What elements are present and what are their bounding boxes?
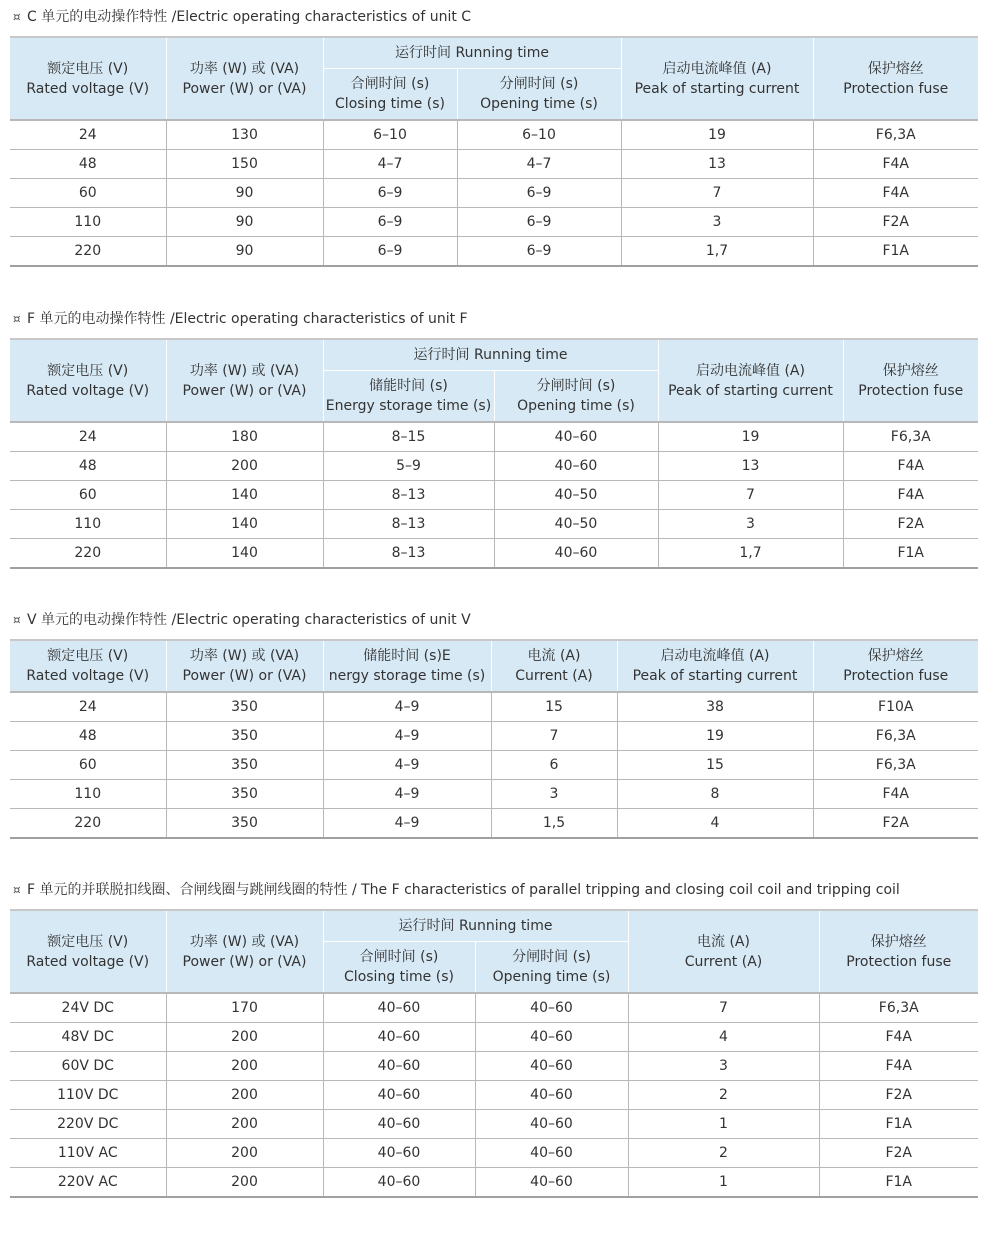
- table-row: [10, 780, 978, 809]
- table-row: [10, 1168, 978, 1198]
- table-cell: F1A: [843, 539, 978, 569]
- table-cell: 60: [10, 179, 166, 208]
- table-row: [10, 722, 978, 751]
- table-cell: 90: [166, 237, 323, 267]
- table-cell: 220: [10, 539, 166, 569]
- table-cell: 19: [617, 722, 813, 751]
- table-cell: 6–9: [323, 237, 457, 267]
- table-row: [10, 150, 978, 179]
- table-cell: 4–9: [323, 692, 491, 722]
- table-cell: 40–60: [475, 1110, 628, 1139]
- table-cell: F4A: [813, 780, 978, 809]
- table-cell: 220V DC: [10, 1110, 166, 1139]
- table-cell: 40–60: [494, 422, 658, 452]
- table-cell: 200: [166, 1081, 323, 1110]
- header-protection-fuse: 保护熔丝 Protection fuse: [843, 339, 978, 422]
- table-row: [10, 237, 978, 267]
- table-cell: F1A: [819, 1110, 978, 1139]
- table-cell: F6,3A: [819, 993, 978, 1023]
- header-protection-fuse: 保护熔丝 Protection fuse: [819, 910, 978, 993]
- section-unit-v: [10, 609, 978, 839]
- table-row: [10, 422, 978, 452]
- section-title: ¤ V 单元的电动操作特性 /Electric operating characteristics of unit V: [13, 609, 978, 631]
- table-cell: F6,3A: [813, 751, 978, 780]
- table-cell: F4A: [813, 179, 978, 208]
- table-cell: 4–9: [323, 751, 491, 780]
- table-cell: 40–60: [494, 452, 658, 481]
- header-peak-current: 启动电流峰值 (A) Peak of starting current: [621, 37, 813, 120]
- table-cell: 15: [617, 751, 813, 780]
- table-cell: 6–10: [457, 120, 621, 150]
- table-row: [10, 809, 978, 839]
- header-rated-voltage: 额定电压 (V) Rated voltage (V): [10, 640, 166, 692]
- header-rated-voltage: 额定电压 (V) Rated voltage (V): [10, 910, 166, 993]
- table-cell: 110: [10, 510, 166, 539]
- table-cell: 140: [166, 510, 323, 539]
- table-cell: 220: [10, 237, 166, 267]
- table-cell: F4A: [843, 452, 978, 481]
- table-cell: 4–9: [323, 722, 491, 751]
- table-cell: 40–60: [323, 1168, 475, 1198]
- table-row: [10, 452, 978, 481]
- table-cell: F2A: [813, 208, 978, 237]
- table-cell: 48: [10, 452, 166, 481]
- table-cell: 6–9: [457, 179, 621, 208]
- header-current: 电流 (A) Current (A): [491, 640, 617, 692]
- bullet-icon: ¤: [13, 613, 21, 627]
- header-running-time: 运行时间 Running time: [323, 339, 658, 370]
- unit-f-table: [10, 338, 978, 569]
- table-cell: 4: [617, 809, 813, 839]
- table-cell: F4A: [819, 1023, 978, 1052]
- table-cell: 7: [658, 481, 843, 510]
- table-row: [10, 1110, 978, 1139]
- table-cell: 4–9: [323, 780, 491, 809]
- table-cell: 1,5: [491, 809, 617, 839]
- table-cell: 60V DC: [10, 1052, 166, 1081]
- header-protection-fuse: 保护熔丝 Protection fuse: [813, 37, 978, 120]
- table-cell: 48: [10, 150, 166, 179]
- table-cell: 24: [10, 422, 166, 452]
- table-cell: 40–60: [475, 1139, 628, 1168]
- table-cell: 40–60: [475, 1052, 628, 1081]
- table-cell: F6,3A: [813, 722, 978, 751]
- table-row: [10, 481, 978, 510]
- header-peak-current: 启动电流峰值 (A) Peak of starting current: [658, 339, 843, 422]
- table-cell: 40–60: [323, 1081, 475, 1110]
- table-cell: 40–60: [494, 539, 658, 569]
- table-cell: 48V DC: [10, 1023, 166, 1052]
- unit-c-table: [10, 36, 978, 267]
- bullet-icon: ¤: [13, 312, 21, 326]
- table-row: [10, 539, 978, 569]
- header-opening-time: 分闸时间 (s) Opening time (s): [457, 68, 621, 120]
- table-cell: 200: [166, 1139, 323, 1168]
- header-power: 功率 (W) 或 (VA) Power (W) or (VA): [166, 640, 323, 692]
- header-peak-current: 启动电流峰值 (A) Peak of starting current: [617, 640, 813, 692]
- table-cell: 350: [166, 722, 323, 751]
- table-cell: F4A: [819, 1052, 978, 1081]
- table-row: [10, 692, 978, 722]
- table-cell: 1,7: [621, 237, 813, 267]
- header-closing-time: 合闸时间 (s) Closing time (s): [323, 941, 475, 993]
- table-cell: 4–7: [323, 150, 457, 179]
- table-cell: 60: [10, 751, 166, 780]
- table-cell: 90: [166, 179, 323, 208]
- section-title: ¤ F 单元的电动操作特性 /Electric operating characteristics of unit F: [13, 308, 978, 330]
- header-protection-fuse: 保护熔丝 Protection fuse: [813, 640, 978, 692]
- table-row: [10, 179, 978, 208]
- table-cell: 350: [166, 780, 323, 809]
- table-cell: 5–9: [323, 452, 494, 481]
- table-row: [10, 208, 978, 237]
- header-opening-time: 分闸时间 (s) Opening time (s): [494, 370, 658, 422]
- table-cell: 40–50: [494, 481, 658, 510]
- table-cell: 19: [621, 120, 813, 150]
- table-cell: 220: [10, 809, 166, 839]
- table-cell: 140: [166, 539, 323, 569]
- table-cell: 40–60: [475, 1023, 628, 1052]
- unit-f-coil-table: [10, 909, 978, 1198]
- table-cell: 8–13: [323, 481, 494, 510]
- table-cell: F1A: [813, 237, 978, 267]
- table-cell: 8–13: [323, 510, 494, 539]
- table-cell: 7: [621, 179, 813, 208]
- table-cell: F1A: [819, 1168, 978, 1198]
- table-cell: 40–60: [323, 1052, 475, 1081]
- table-cell: 15: [491, 692, 617, 722]
- table-cell: 4: [628, 1023, 819, 1052]
- table-cell: 6–9: [323, 208, 457, 237]
- table-cell: 200: [166, 1023, 323, 1052]
- bullet-icon: ¤: [13, 883, 21, 897]
- table-cell: 40–60: [323, 1023, 475, 1052]
- table-cell: 1: [628, 1110, 819, 1139]
- table-cell: 7: [628, 993, 819, 1023]
- table-row: [10, 510, 978, 539]
- table-body: [10, 422, 978, 568]
- table-cell: 350: [166, 809, 323, 839]
- header-power: 功率 (W) 或 (VA) Power (W) or (VA): [166, 37, 323, 120]
- table-row: [10, 1081, 978, 1110]
- table-cell: 13: [621, 150, 813, 179]
- table-cell: 4–7: [457, 150, 621, 179]
- table-cell: 130: [166, 120, 323, 150]
- table-body: [10, 993, 978, 1197]
- table-cell: 3: [658, 510, 843, 539]
- table-cell: 200: [166, 1168, 323, 1198]
- table-cell: 6: [491, 751, 617, 780]
- table-row: [10, 1052, 978, 1081]
- table-cell: 200: [166, 1052, 323, 1081]
- header-power: 功率 (W) 或 (VA) Power (W) or (VA): [166, 910, 323, 993]
- table-cell: 40–50: [494, 510, 658, 539]
- table-cell: 150: [166, 150, 323, 179]
- table-cell: 350: [166, 751, 323, 780]
- table-cell: 1,7: [658, 539, 843, 569]
- table-cell: 140: [166, 481, 323, 510]
- table-row: [10, 751, 978, 780]
- table-cell: 3: [621, 208, 813, 237]
- section-title: ¤ C 单元的电动操作特性 /Electric operating characteristics of unit C: [13, 6, 978, 28]
- table-cell: 48: [10, 722, 166, 751]
- table-cell: 6–9: [323, 179, 457, 208]
- table-cell: 1: [628, 1168, 819, 1198]
- table-cell: 8–15: [323, 422, 494, 452]
- section-title: ¤ F 单元的并联脱扣线圈、合闸线圈与跳闸线圈的特性 / The F characteristics of parallel tripping and closing coil coil and tripping coil: [13, 879, 978, 901]
- table-cell: 6–10: [323, 120, 457, 150]
- header-rated-voltage: 额定电压 (V) Rated voltage (V): [10, 339, 166, 422]
- table-cell: 40–60: [323, 1139, 475, 1168]
- bullet-icon: ¤: [13, 10, 21, 24]
- table-body: [10, 120, 978, 266]
- table-cell: 13: [658, 452, 843, 481]
- section-unit-f: [10, 308, 978, 569]
- table-cell: 40–60: [323, 1110, 475, 1139]
- table-cell: 200: [166, 452, 323, 481]
- table-cell: F2A: [813, 809, 978, 839]
- table-cell: 24V DC: [10, 993, 166, 1023]
- table-cell: 4–9: [323, 809, 491, 839]
- table-cell: 2: [628, 1139, 819, 1168]
- section-unit-c: [10, 6, 978, 267]
- table-body: [10, 692, 978, 838]
- table-cell: F2A: [819, 1081, 978, 1110]
- table-cell: F6,3A: [813, 120, 978, 150]
- header-running-time: 运行时间 Running time: [323, 37, 621, 68]
- table-cell: 40–60: [475, 993, 628, 1023]
- unit-v-table: [10, 639, 978, 839]
- header-opening-time: 分闸时间 (s) Opening time (s): [475, 941, 628, 993]
- table-cell: 110V AC: [10, 1139, 166, 1168]
- table-cell: 110V DC: [10, 1081, 166, 1110]
- table-cell: 40–60: [323, 993, 475, 1023]
- table-cell: 6–9: [457, 237, 621, 267]
- table-row: [10, 1139, 978, 1168]
- table-cell: 180: [166, 422, 323, 452]
- table-cell: 60: [10, 481, 166, 510]
- table-cell: 24: [10, 120, 166, 150]
- table-cell: 220V AC: [10, 1168, 166, 1198]
- table-cell: F6,3A: [843, 422, 978, 452]
- table-cell: 2: [628, 1081, 819, 1110]
- table-cell: 3: [491, 780, 617, 809]
- table-cell: 19: [658, 422, 843, 452]
- table-row: [10, 120, 978, 150]
- table-cell: 110: [10, 208, 166, 237]
- table-cell: 200: [166, 1110, 323, 1139]
- table-cell: 110: [10, 780, 166, 809]
- table-cell: 40–60: [475, 1081, 628, 1110]
- table-cell: F2A: [819, 1139, 978, 1168]
- table-cell: 8–13: [323, 539, 494, 569]
- table-cell: 170: [166, 993, 323, 1023]
- table-cell: 7: [491, 722, 617, 751]
- table-cell: 8: [617, 780, 813, 809]
- table-cell: 90: [166, 208, 323, 237]
- table-cell: 6–9: [457, 208, 621, 237]
- table-cell: 3: [628, 1052, 819, 1081]
- header-closing-time: 合闸时间 (s) Closing time (s): [323, 68, 457, 120]
- table-cell: F2A: [843, 510, 978, 539]
- header-energy-storage-time: 储能时间 (s) Energy storage time (s): [323, 370, 494, 422]
- table-cell: F4A: [813, 150, 978, 179]
- table-cell: F4A: [843, 481, 978, 510]
- table-row: [10, 993, 978, 1023]
- table-cell: 24: [10, 692, 166, 722]
- header-energy-storage-time: 储能时间 (s)E nergy storage time (s): [323, 640, 491, 692]
- table-cell: 350: [166, 692, 323, 722]
- table-row: [10, 1023, 978, 1052]
- header-current: 电流 (A) Current (A): [628, 910, 819, 993]
- table-cell: 40–60: [475, 1168, 628, 1198]
- section-unit-f-coils: [10, 879, 978, 1198]
- header-power: 功率 (W) 或 (VA) Power (W) or (VA): [166, 339, 323, 422]
- table-cell: F10A: [813, 692, 978, 722]
- header-running-time: 运行时间 Running time: [323, 910, 628, 941]
- header-rated-voltage: 额定电压 (V) Rated voltage (V): [10, 37, 166, 120]
- table-cell: 38: [617, 692, 813, 722]
